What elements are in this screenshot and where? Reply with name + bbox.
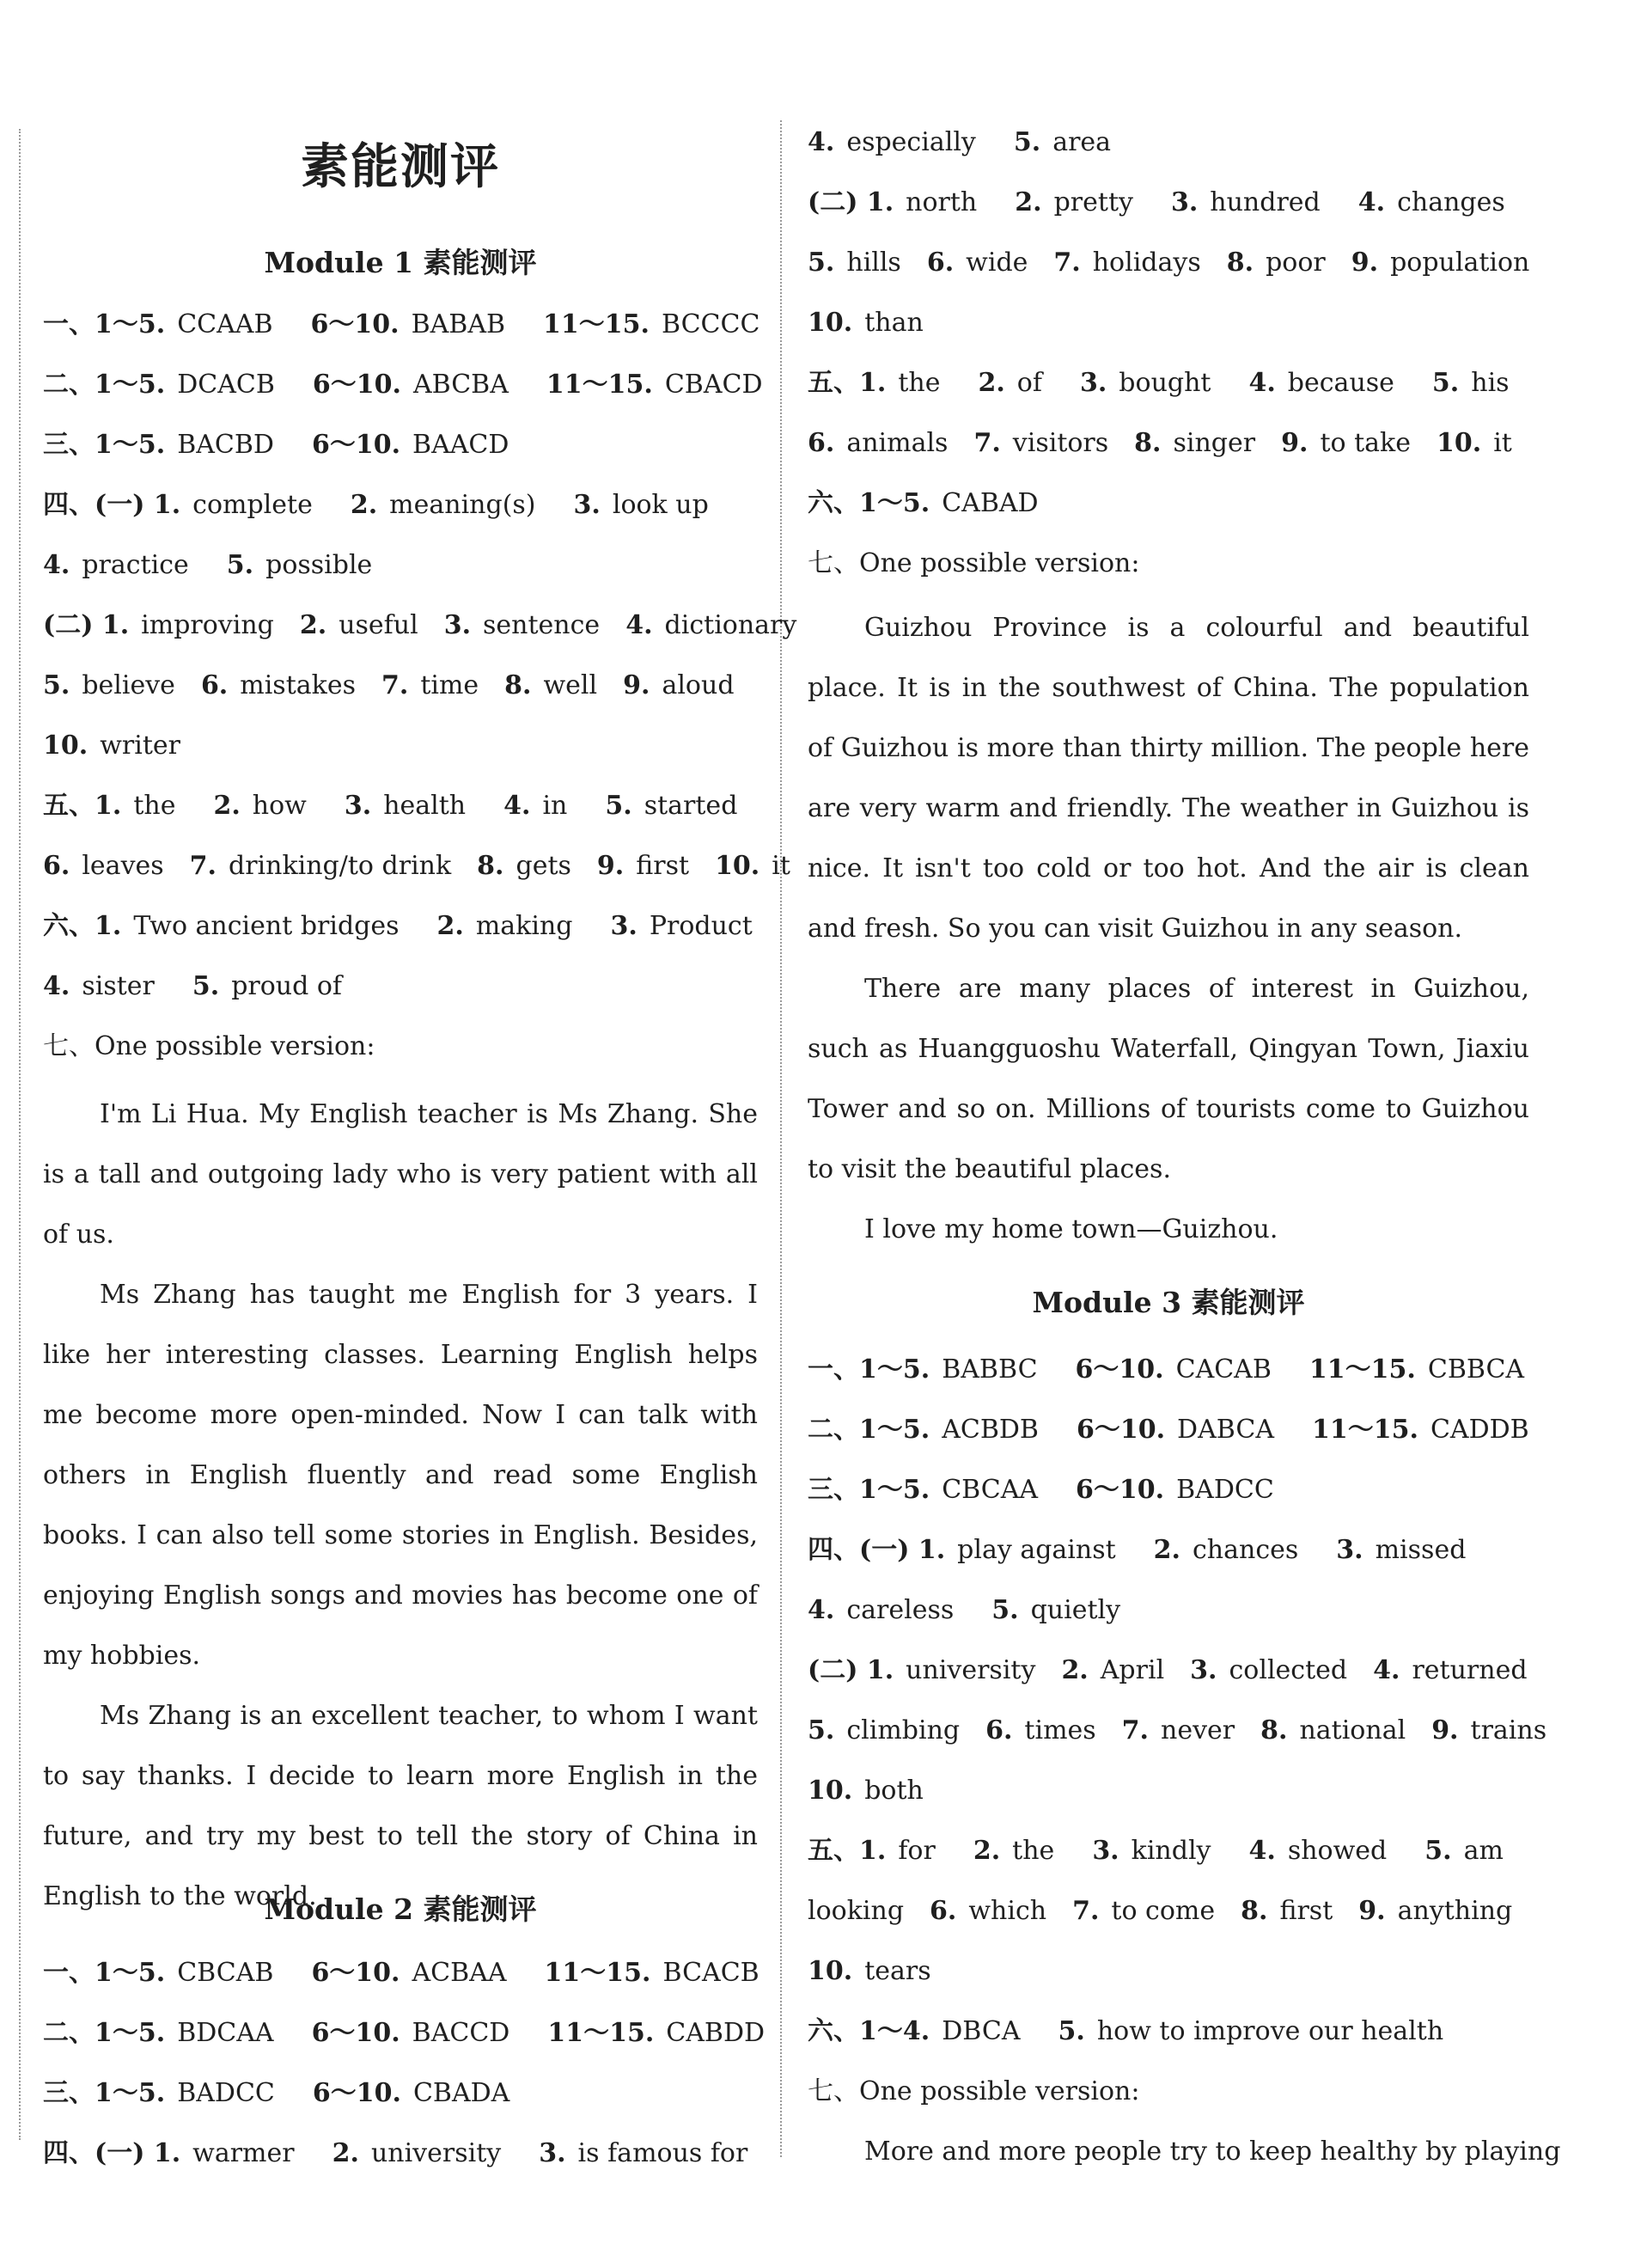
m3-section-6: 六、1～4. DBCA 5. how to improve our health (808, 2016, 1444, 2046)
m2-essay-paragraph: I love my home town—Guizhou. (864, 1214, 1278, 1244)
m2-section-4b-cont: 5. hills 6. wide 7. holidays 8. poor 9. population (808, 248, 1530, 278)
m1-section-4b-end: 10. writer (43, 731, 180, 761)
m1-section-5: 五、1. the 2. how 3. health 4. in 5. started (43, 791, 738, 821)
module-1-title: Module 1 素能测评 (264, 246, 537, 279)
m1-section-4b: (二) 1. improving 2. useful 3. sentence 4. dictionary (43, 610, 797, 640)
m3-section-7-heading: 七、One possible version: (808, 2076, 1140, 2106)
m1-essay-paragraph: Ms Zhang is an excellent teacher, to whom I want to say thanks. I decide to learn more English in the future, and try my best to tell the story of China in English to the world. (43, 1701, 758, 1911)
m1-section-1: 一、1～5. CCAAB 6～10. BABAB 11～15. BCCCC (43, 309, 760, 339)
m2-section-4a: 四、(一) 1. warmer 2. university 3. is famous for (43, 2138, 748, 2168)
module-2-title: Module 2 素能测评 (264, 1892, 537, 1926)
m1-essay (43, 1085, 758, 1927)
m2-section-6: 六、1～5. CABAD (808, 488, 1039, 518)
m2-essay (808, 598, 1529, 1260)
m2-section-1: 一、1～5. CBCAB 6～10. ACBAA 11～15. BCACB (43, 1958, 759, 1988)
m3-section-4b-end: 10. both (808, 1776, 924, 1806)
m3-section-4a: 四、(一) 1. play against 2. chances 3. missed (808, 1535, 1467, 1565)
m3-section-5: 五、1. for 2. the 3. kindly 4. showed 5. am (808, 1836, 1504, 1866)
m3-section-1: 一、1～5. BABBC 6～10. CACAB 11～15. CBBCA (808, 1354, 1525, 1385)
m2-section-3: 三、1～5. BADCC 6～10. CBADA (43, 2078, 510, 2108)
m3-section-4a-cont: 4. careless 5. quietly (808, 1595, 1121, 1625)
left-margin-rule (19, 129, 21, 2140)
m3-section-4b-cont: 5. climbing 6. times 7. never 8. national 9. trains (808, 1715, 1547, 1745)
m1-section-6-cont: 4. sister 5. proud of (43, 971, 343, 1001)
page-title: 素能测评 (301, 138, 500, 195)
m1-section-5-cont: 6. leaves 7. drinking/to drink 8. gets 9. first 10. it (43, 851, 790, 881)
m1-essay-paragraph: Ms Zhang has taught me English for 3 years. I like her interesting classes. Learning English helps me become more open-minded. Now I can talk with others in English fluently and read some English books. I can also tell some stories in English. Besides, enjoying English songs and movies has become one of my hobbies. (43, 1280, 758, 1671)
m2-section-4a-cont: 4. especially 5. area (808, 127, 1112, 157)
m3-section-5-cont: looking 6. which 7. to come 8. first 9. anything (808, 1896, 1513, 1926)
m1-section-6: 六、1. Two ancient bridges 2. making 3. Product (43, 911, 753, 941)
m1-section-4a: 四、(一) 1. complete 2. meaning(s) 3. look up (43, 490, 709, 520)
m3-section-4b: (二) 1. university 2. April 3. collected 4. returned (808, 1655, 1528, 1685)
m1-essay-paragraph: I'm Li Hua. My English teacher is Ms Zhang. She is a tall and outgoing lady who is very patient with all of us. (43, 1099, 758, 1250)
m2-section-4b: (二) 1. north 2. pretty 3. hundred 4. changes (808, 187, 1505, 217)
m2-section-4b-end: 10. than (808, 308, 924, 338)
m3-essay-start: More and more people try to keep healthy by playing (864, 2137, 1561, 2167)
column-divider (780, 120, 782, 2157)
m2-section-5-cont: 6. animals 7. visitors 8. singer 9. to take 10. it (808, 428, 1512, 458)
m3-section-5-end: 10. tears (808, 1956, 931, 1986)
m1-section-4b-cont: 5. believe 6. mistakes 7. time 8. well 9. aloud (43, 670, 735, 700)
m2-section-5: 五、1. the 2. of 3. bought 4. because 5. his (808, 368, 1510, 398)
module-3-title: Module 3 素能测评 (1032, 1286, 1305, 1319)
m1-section-3: 三、1～5. BACBD 6～10. BAACD (43, 430, 509, 460)
m2-essay-paragraph: Guizhou Province is a colourful and beautiful place. It is in the southwest of China. The population of Guizhou is more than thirty million. The people here are very warm and friendly. The weather in Guizhou is nice. It isn't too cold or too hot. And the air is clean and fresh. So you can visit Guizhou in any season. (808, 613, 1529, 944)
m3-section-3: 三、1～5. CBCAA 6～10. BADCC (808, 1475, 1274, 1505)
m1-section-2: 二、1～5. DCACB 6～10. ABCBA 11～15. CBACD (43, 370, 763, 400)
m3-section-2: 二、1～5. ACBDB 6～10. DABCA 11～15. CADDB (808, 1415, 1529, 1445)
m1-section-7-heading: 七、One possible version: (43, 1031, 375, 1061)
m2-section-7-heading: 七、One possible version: (808, 548, 1140, 578)
m2-section-2: 二、1～5. BDCAA 6～10. BACCD 11～15. CABDD (43, 2018, 766, 2048)
m1-section-4a-cont: 4. practice 5. possible (43, 550, 373, 580)
m2-essay-paragraph: There are many places of interest in Guizhou, such as Huangguoshu Waterfall, Qingyan Town, Jiaxiu Tower and so on. Millions of tourists come to Guizhou to visit the beautiful places. (808, 974, 1529, 1184)
